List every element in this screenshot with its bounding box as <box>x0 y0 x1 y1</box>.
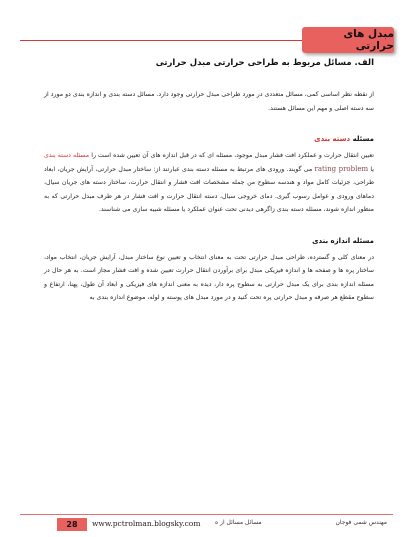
rating-paragraph <box>44 149 374 217</box>
sizing-paragraph: در معنای کلی و گسترده، طراحی مبدل حرارتی تحت به معنای انتخاب و تعیین نوع ساختار مبدل، آرایش جریان، انتخاب مواد، ساختار پره ها و صفحه ها و اندازه فیزیکی مبدل برای برآوردن انتقال حرارت تعیین شده و افت فشار مجاز است. به هر حال در مسئله اندازه بندی برای یک مبدل حرارتی به سطوح پره دار، دیده به معنی اندازه های فیزیکی و ابعاد آن طول، پهنا، ارتفاع و سطوح مقطع هر صرفه و مبدل حرارتی پره تحت کنید و در مورد مبدل های پوسته و لوله، موضوع اندازه بندی به <box>44 253 374 301</box>
rating-text-3: می گویند. ورودی های مرتبط به مسئله دسته بندی عبارتند از: ساختار مبدل حرارتی، آرایش جریان، ابعاد طراحی، جزئیات کامل مواد و هندسه سطوح من جمله مشخصات افت فشار و انتقال حرارت، ساختار دسته های جریان سیال، دماهای ورودی و عوامل رسوب گیری. دمای خروجی سیال، دسته انتقال حرارت و افت فشار در هر طرف مبدل حرارتی که به منظور اندازه شوند، مسئله دسته بندی زاگرهی دیدنی تحت عنوان عملکرد یا مسئله شبیه سازی می شناسند. <box>44 165 374 213</box>
rating-heading-prefix: مسئله <box>350 135 374 143</box>
chapter-title: مبدل های حرارتی <box>343 28 394 52</box>
chapter-title-tab <box>302 27 394 53</box>
website-link[interactable]: www.pctrolman.blogsky.com <box>92 519 201 528</box>
rating-heading <box>44 135 374 143</box>
page-body <box>44 58 374 305</box>
footer-rule <box>20 514 393 515</box>
footer-center-text: مسائل مسائل از ه <box>215 519 262 526</box>
rating-text-2: یا <box>368 165 374 173</box>
intro-paragraph: از نقطه نظر اساسی کمی، مسائل متعددی در مورد طراحی مبدل حرارتی وجود دارد. مسائل دسته بندی و اندازه بندی دو مورد از سه دسته اصلی و مهم این مسائل هستند. <box>44 91 374 112</box>
rating-text-1: تعیین انتقال حرارت و عملکرد افت فشار مبدل موجود، مسئله ای که در قبل اندازه های آن تعیین شده است را <box>89 152 374 159</box>
rating-problem-term: rating problem <box>314 164 369 173</box>
section-title: الف. مسائل مربوط به طراحی حرارتی مبدل حرارتی <box>155 58 374 68</box>
page-number: 28 <box>57 518 87 531</box>
sizing-heading: مسئله اندازه بندی <box>312 236 374 245</box>
author-name: مهندس شمی فوجان <box>335 519 387 526</box>
rating-text-highlight: مسئله دسته بندی <box>44 152 90 159</box>
rating-heading-highlight: دسته بندی <box>314 135 351 143</box>
